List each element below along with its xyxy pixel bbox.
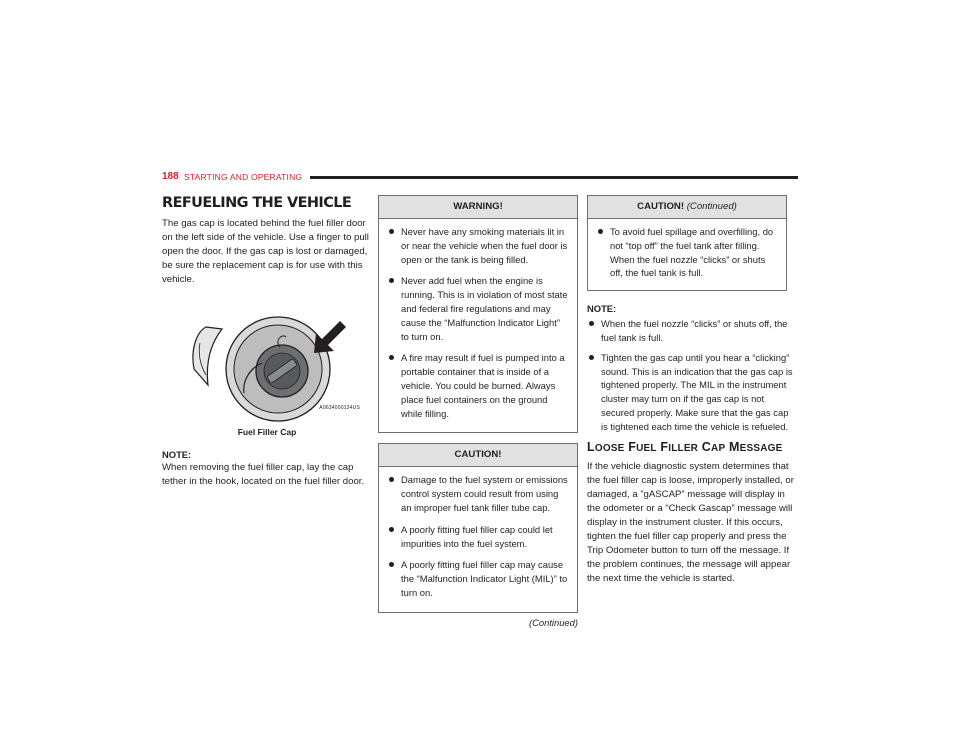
- section-name: STARTING AND OPERATING: [184, 172, 303, 182]
- list-item: To avoid fuel spillage and overfilling, do not “top off” the fuel tank after filling. When the fuel nozzle “clicks” or shuts off, the fuel tank is full.: [596, 225, 778, 280]
- caution-list: [387, 473, 569, 599]
- page-title: REFUELING THE VEHICLE: [162, 195, 352, 211]
- list-item: Damage to the fuel system or emissions control system could result from using an improper fuel tank filler tube cap.: [387, 473, 569, 514]
- note-text: When removing the fuel filler cap, lay the cap tether in the hook, located on the fuel filler door.: [162, 462, 365, 487]
- list-item: Never have any smoking materials lit in or near the vehicle when the fuel door is open or the tank is being filled.: [387, 225, 569, 266]
- column-warnings: [378, 195, 588, 628]
- list-item: A poorly fitting fuel filler cap may cause the “Malfunction Indicator Light (MIL)” to turn on.: [387, 558, 569, 599]
- column-cap-message: [587, 195, 797, 586]
- list-item: A poorly fitting fuel filler cap could let impurities into the fuel system.: [387, 523, 569, 551]
- warning-box: [378, 195, 578, 433]
- caution-continued-suffix: (Continued): [686, 201, 737, 212]
- section-subtitle: LOOSE FUEL FILLER CAP MESSAGE: [587, 439, 783, 454]
- caution-continued-title-text: CAUTION!: [637, 201, 685, 212]
- continued-label: (Continued): [529, 616, 578, 628]
- note-label: NOTE:: [587, 303, 617, 315]
- list-item: A fire may result if fuel is pumped into a portable container that is inside of a vehicle. You could be burned. Always place fuel containers on the ground while filling.: [387, 351, 569, 420]
- intro-paragraph: The gas cap is located behind the fuel filler door on the left side of the vehicle. Use a finger to pull open the door. If the gas cap is lost or damaged, be sure the replacement cap is for use with this vehicle.: [162, 218, 369, 285]
- figure-caption: Fuel Filler Cap: [237, 427, 297, 437]
- caution-continued-list: [596, 225, 778, 280]
- list-item: Never add fuel when the engine is running. This is in violation of most state and federal fire regulations and may cause the “Malfunction Indicator Light” to turn on.: [387, 274, 569, 343]
- list-item: When the fuel nozzle “clicks” or shuts off, the fuel tank is full.: [587, 317, 797, 345]
- note-label: NOTE:: [162, 449, 192, 460]
- header-rule: [310, 176, 798, 179]
- warning-title: WARNING!: [379, 196, 577, 219]
- caution-continued-box: [587, 195, 787, 291]
- column-refueling: [162, 195, 372, 489]
- caution-continued-title: [588, 196, 786, 219]
- list-item: Tighten the gas cap until you hear a “clicking” sound. This is an indication that the gas cap is tightened properly. The MIL in the instrument cluster may turn on if the gas cap is not secured properly. Make sure that the gas cap is tightened each time the vehicle is refueled.: [587, 351, 797, 434]
- warning-list: [387, 225, 569, 420]
- fuel-filler-cap-figure: [162, 307, 372, 425]
- figure-code: A0634000134US: [319, 405, 360, 411]
- caution-box: [378, 443, 578, 612]
- page-header: [162, 171, 798, 187]
- page-number: 188: [162, 171, 179, 182]
- cap-message-paragraph: If the vehicle diagnostic system determines that the fuel filler cap is loose, improperly installed, or damaged, a ”gASCAP” message will display in the odometer or a “Check Gascap” message will display in the instrument cluster. If this occurs, tighten the fuel filler cap properly and press the Trip Odometer button to turn off the message. If the problem continues, the message will appear the next time the vehicle is started.: [587, 460, 794, 584]
- caution-title: CAUTION!: [379, 444, 577, 467]
- note-list: [587, 317, 797, 433]
